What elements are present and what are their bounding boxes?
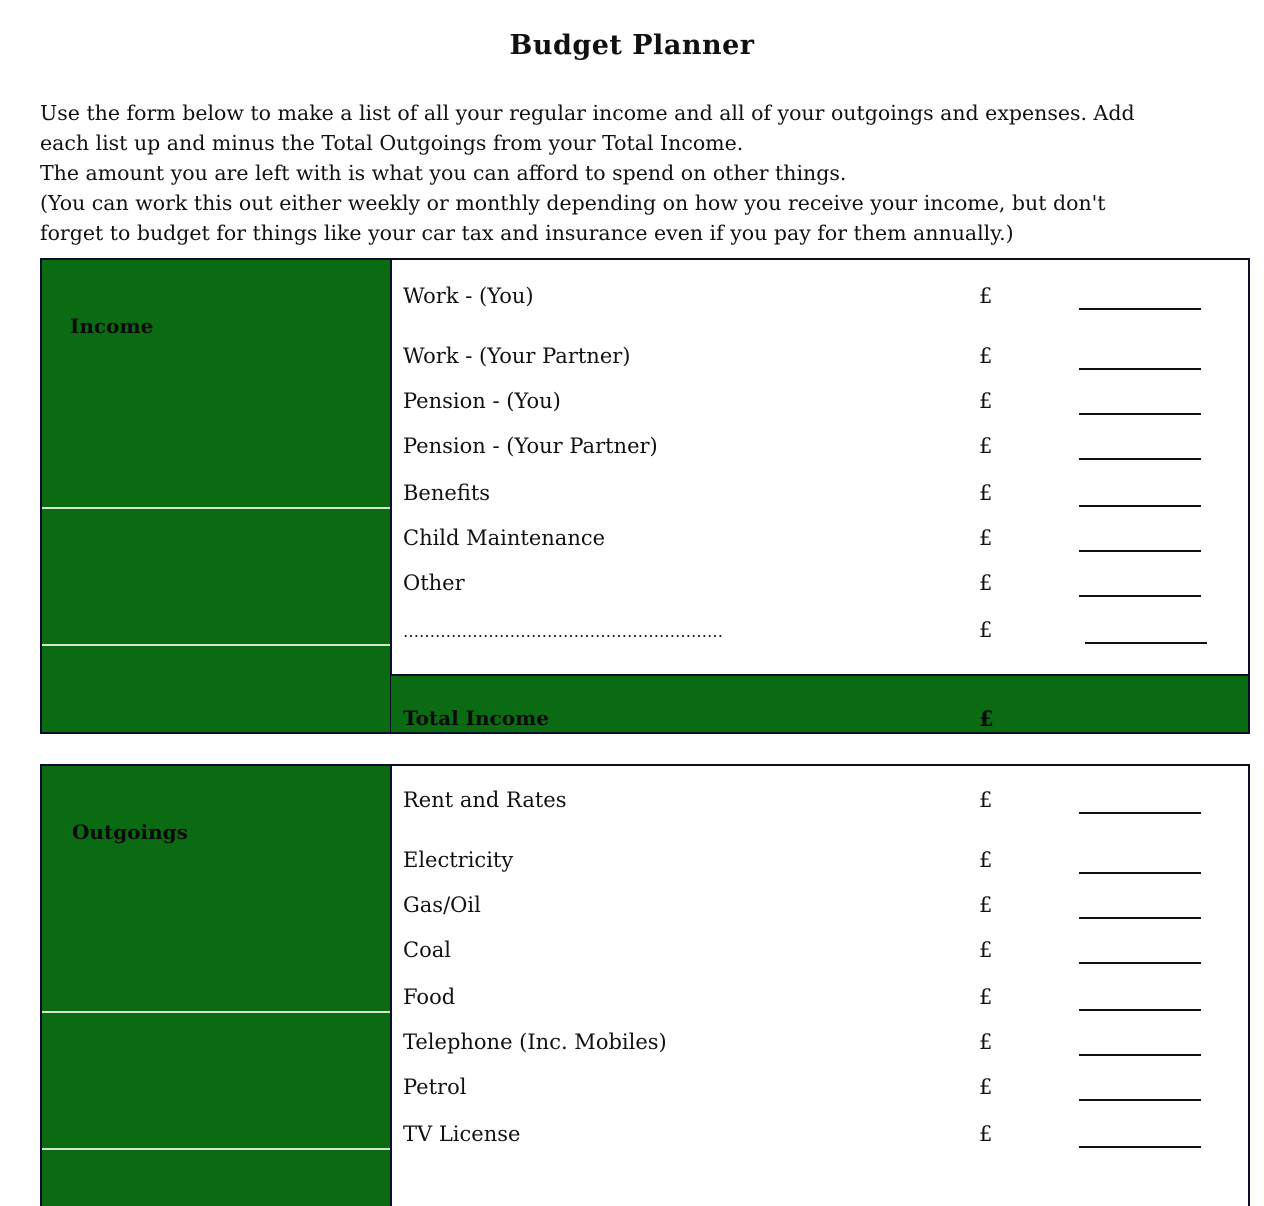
income-item-label: Work - (You) bbox=[403, 284, 534, 308]
intro-line: each list up and minus the Total Outgoings from your Total Income. bbox=[40, 131, 744, 155]
pound-sign: £ bbox=[979, 1075, 993, 1099]
divider bbox=[42, 507, 390, 509]
pound-sign: £ bbox=[979, 1122, 993, 1146]
divider bbox=[42, 644, 390, 646]
pound-sign: £ bbox=[979, 571, 993, 595]
amount-field[interactable] bbox=[1079, 1099, 1201, 1101]
pound-sign: £ bbox=[979, 985, 993, 1009]
outgoings-row bbox=[391, 985, 1248, 1017]
intro-line: (You can work this out either weekly or monthly depending on how you receive your income, but don't bbox=[40, 191, 1106, 215]
pound-sign: £ bbox=[979, 284, 993, 308]
intro-line: Use the form below to make a list of all your regular income and all of your outgoings and expenses. Add bbox=[40, 101, 1135, 125]
outgoings-row bbox=[391, 938, 1248, 970]
income-item-label: …………………………………………………… bbox=[403, 622, 723, 641]
income-items bbox=[391, 260, 1250, 732]
income-item-label: Work - (Your Partner) bbox=[403, 344, 631, 368]
amount-field[interactable] bbox=[1079, 812, 1201, 814]
pound-sign: £ bbox=[979, 706, 994, 731]
amount-field[interactable] bbox=[1079, 413, 1201, 415]
amount-field[interactable] bbox=[1079, 1009, 1201, 1011]
amount-field[interactable] bbox=[1079, 505, 1201, 507]
outgoings-row bbox=[391, 1030, 1248, 1062]
income-row bbox=[391, 284, 1248, 316]
intro-line: forget to budget for things like your car tax and insurance even if you pay for them annually.) bbox=[40, 221, 1014, 245]
income-row bbox=[391, 571, 1248, 603]
outgoings-item-label: TV License bbox=[403, 1122, 521, 1146]
outgoings-row bbox=[391, 893, 1248, 925]
outgoings-label-column bbox=[40, 766, 392, 1206]
income-row bbox=[391, 434, 1248, 466]
amount-field[interactable] bbox=[1079, 962, 1201, 964]
intro-line: The amount you are left with is what you can afford to spend on other things. bbox=[40, 161, 847, 185]
outgoings-section bbox=[40, 764, 1250, 1206]
amount-field[interactable] bbox=[1079, 1054, 1201, 1056]
outgoings-row bbox=[391, 848, 1248, 880]
outgoings-item-label: Gas/Oil bbox=[403, 893, 481, 917]
pound-sign: £ bbox=[979, 344, 993, 368]
outgoings-item-label: Food bbox=[403, 985, 456, 1009]
outgoings-item-label: Coal bbox=[403, 938, 451, 962]
amount-field[interactable] bbox=[1085, 642, 1207, 644]
income-row bbox=[391, 389, 1248, 421]
page-title: Budget Planner bbox=[509, 30, 755, 61]
income-row bbox=[391, 526, 1248, 558]
outgoings-item-label: Telephone (Inc. Mobiles) bbox=[403, 1030, 667, 1054]
income-item-label: Other bbox=[403, 571, 465, 595]
income-item-label: Benefits bbox=[403, 481, 491, 505]
outgoings-row bbox=[391, 788, 1248, 820]
income-label: Income bbox=[70, 314, 154, 338]
divider bbox=[42, 1011, 390, 1013]
income-item-label: Child Maintenance bbox=[403, 526, 606, 550]
pound-sign: £ bbox=[979, 893, 993, 917]
pound-sign: £ bbox=[979, 938, 993, 962]
pound-sign: £ bbox=[979, 481, 993, 505]
outgoings-item-label: Petrol bbox=[403, 1075, 467, 1099]
pound-sign: £ bbox=[979, 848, 993, 872]
divider bbox=[42, 1148, 390, 1150]
income-item-label: Pension - (Your Partner) bbox=[403, 434, 658, 458]
pound-sign: £ bbox=[979, 1030, 993, 1054]
income-item-label: Pension - (You) bbox=[403, 389, 561, 413]
amount-field[interactable] bbox=[1079, 1146, 1201, 1148]
pound-sign: £ bbox=[979, 389, 993, 413]
amount-field[interactable] bbox=[1079, 458, 1201, 460]
income-row bbox=[391, 618, 1248, 650]
outgoings-label: Outgoings bbox=[72, 820, 188, 844]
income-label-column bbox=[40, 260, 392, 732]
outgoings-row bbox=[391, 1075, 1248, 1107]
amount-field[interactable] bbox=[1079, 550, 1201, 552]
total-income-label: Total Income bbox=[403, 706, 549, 730]
outgoings-item-label: Electricity bbox=[403, 848, 514, 872]
amount-field[interactable] bbox=[1079, 872, 1201, 874]
amount-field[interactable] bbox=[1079, 308, 1201, 310]
pound-sign: £ bbox=[979, 788, 993, 812]
outgoings-items bbox=[391, 766, 1250, 1206]
income-section bbox=[40, 258, 1250, 734]
pound-sign: £ bbox=[979, 434, 993, 458]
intro-text bbox=[40, 98, 1220, 248]
outgoings-row bbox=[391, 1122, 1248, 1154]
pound-sign: £ bbox=[979, 526, 993, 550]
income-row bbox=[391, 344, 1248, 376]
pound-sign: £ bbox=[979, 618, 993, 642]
total-income-bar bbox=[391, 674, 1248, 732]
income-row bbox=[391, 481, 1248, 513]
outgoings-item-label: Rent and Rates bbox=[403, 788, 567, 812]
amount-field[interactable] bbox=[1079, 595, 1201, 597]
amount-field[interactable] bbox=[1079, 917, 1201, 919]
amount-field[interactable] bbox=[1079, 368, 1201, 370]
